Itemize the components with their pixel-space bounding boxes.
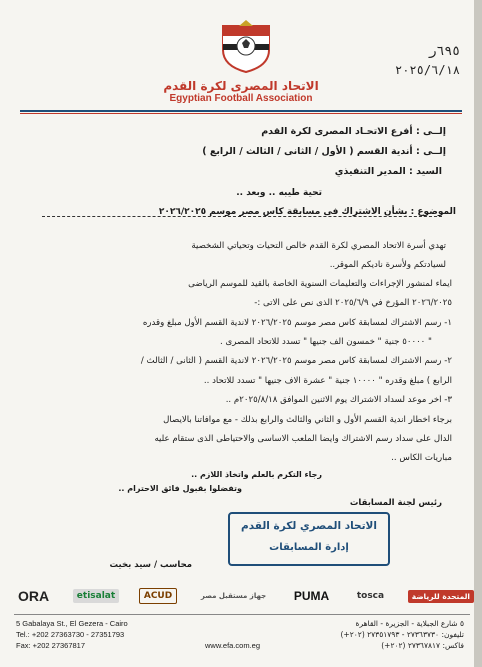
- stamp-line-2: إدارة المسابقات: [269, 542, 349, 553]
- footer-tel-ar: تليفون: ٢٧٣٦٣٧٣٠ - ٢٧٣٥١٧٩٣ (٢٠٢+): [340, 630, 464, 639]
- header-divider: [20, 110, 462, 112]
- body-line: ٢٠٢٦/٢٠٢٥ المؤرخ في ٢٠٢٥/٦/٩ الذى نص على الاتى :-: [254, 298, 452, 308]
- body-line: برجاء اخطار اندية القسم الأول و الثاني والثالث والرابع بذلك - مع موافاتنا بالايصال: [163, 415, 452, 425]
- scan-edge: [474, 0, 482, 667]
- recipient-line: إلــى : أندية القسم ( الأول / الثانى / الثالث / الرابع ): [202, 146, 446, 157]
- recipient-line: إلــى : أفرع الاتحـاد المصرى لكرة القدم: [261, 126, 446, 137]
- footer-divider: [14, 614, 470, 615]
- body-line: مباريات الكاس ..: [391, 453, 452, 463]
- sponsor-puma-logo: PUMA: [293, 589, 330, 603]
- committee-head-signature: رئيس لجنة المسابقات: [349, 498, 442, 508]
- body-line: ١- رسم الاشتراك لمسابقة كاس مصر موسم ٢٠٢٦/٢٠٢٥ لاندية القسم الأول مبلغ وقدره: [142, 318, 452, 328]
- accountant-signature: محاسب / سيد بخيت: [109, 560, 192, 570]
- sponsor-united-sports-logo: المتحدة للرياضة: [408, 590, 474, 603]
- official-stamp: [228, 512, 390, 566]
- header-divider-accent: [20, 113, 462, 114]
- federation-name-ar: الاتحاد المصرى لكرة القدم: [163, 79, 319, 93]
- sponsor-mostakbal-logo: جهاز مستقبل مصر: [200, 592, 267, 600]
- sponsor-etisalat-logo: etisalat: [73, 589, 119, 603]
- body-line: ٣- اخر موعد لسداد الاشتراك يوم الاثنين الموافق ٢٠٢٥/٨/١٨م ..: [225, 395, 452, 405]
- closing-line: رجاء التكرم بالعلم واتخاذ اللازم ..: [191, 470, 322, 479]
- efa-crest-icon: [217, 20, 275, 74]
- recipient-line: السيد : المدير التنفيذي: [334, 166, 442, 177]
- footer-address-en: 5 Gabalaya St., El Gezera - Cairo: [16, 619, 128, 628]
- letter-date: ٢٠٢٥/٦/١٨: [394, 63, 460, 77]
- federation-name-en: Egyptian Football Association: [169, 93, 313, 104]
- footer-address-ar: ٥ شارع الجبلاية - الجزيرة - القاهرة: [355, 619, 464, 628]
- reference-number: ٦٩٥ر: [428, 44, 460, 59]
- footer-website: www.efa.com.eg: [205, 641, 261, 650]
- body-line: ٢- رسم الاشتراك لمسابقة كاس مصر موسم ٢٠٢٦/٢٠٢٥ لاندية القسم ( الثانى / الثالث /: [140, 356, 452, 366]
- sponsor-acud-logo: ACUD: [139, 588, 177, 604]
- body-line: الرابع ) مبلغ وقدره " ١٠٠٠٠ جنية " عشرة الاف جنيها " تسدد للاتحاد ..: [203, 376, 452, 386]
- body-line: تهدي أسرة الاتحاد المصري لكرة القدم خالص التحيات وتحياتي الشخصية: [191, 241, 446, 251]
- body-line: " ٥٠٠٠٠ جنية " خمسون الف جنيها " تسدد للاتحاد المصرى .: [220, 337, 432, 347]
- closing-line: وتفضلوا بقبول فائق الاحترام ..: [118, 484, 242, 493]
- greeting: تحية طيبه .. وبعد ..: [236, 188, 322, 198]
- sponsor-tosca-logo: tosca: [356, 591, 385, 601]
- body-line: الدال على سداد رسم الاشتراك وايضا الملعب الاساسى والاحتياطى الذى ستقام عليه: [154, 434, 452, 444]
- subject-divider: [42, 216, 442, 218]
- body-line: لسيادتكم ولأسرة ناديكم الموقر..: [329, 260, 446, 270]
- footer-fax-ar: فاكس: ٢٧٣٦٧٨١٧ (٢٠٢+): [381, 641, 464, 650]
- footer-fax-en: Fax: +202 27367817: [16, 641, 86, 650]
- subject-line: الموضوع : بشأن الاشتراك فى مسابقة كاس مصر موسم ٢٠٢٦/٢٠٢٥: [158, 207, 456, 217]
- footer-tel-en: Tel.: +202 27363730 - 27351793: [16, 630, 125, 639]
- sponsor-ora-logo: ORA: [18, 588, 50, 604]
- sponsor-strip: [14, 583, 474, 609]
- body-line: ايماء لمنشور الإجراءات والتعليمات السنوية الخاصة بالقيد للموسم الرياضى: [188, 279, 452, 289]
- stamp-line-1: الاتحاد المصري لكرة القدم: [241, 520, 377, 532]
